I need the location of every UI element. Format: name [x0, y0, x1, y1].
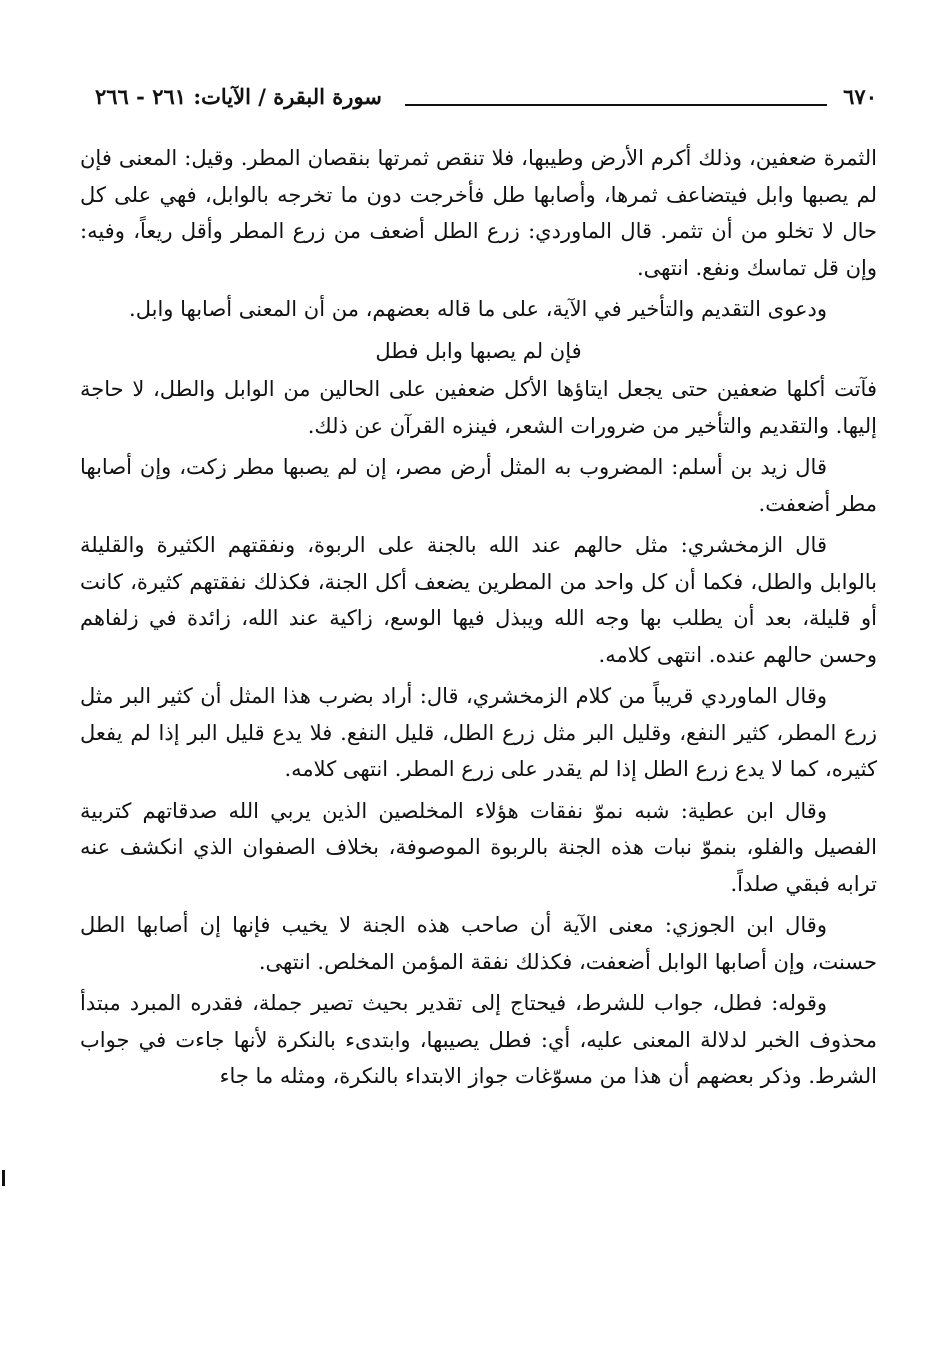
- paragraph-4: قال زيد بن أسلم: المضروب به المثل أرض مصر، إن لم يصبها مطر زكت، وإن أصابها مطر أضعفت.: [80, 455, 877, 516]
- paragraph-1: الثمرة ضعفين، وذلك أكرم الأرض وطيبها، فلا تنقص ثمرتها بنقصان المطر. وقيل: المعنى فإن لم يصبها وابل فيتضاعف ثمرها، وأصابها طل فأخرجت دون ما تخرجه بالوابل، فهي على كل حال لا تخلو من أن تثمر. قال الماوردي: زرع الطل أضعف من زرع المطر وأقل ريعاً، وفيه: وإن قل تماسك ونفع. انتهى.: [80, 146, 877, 280]
- paragraph-7: وقال ابن عطية: شبه نموّ نفقات هؤلاء المخلصين الذين يربي الله صدقاتهم كتربية الفصيل والفلو، بنموّ نبات هذه الجنة بالربوة الموصوفة، بخلاف الصفوان الذي انكشف عنه ترابه فبقي صلداً.: [80, 798, 877, 896]
- paragraph-5: قال الزمخشري: مثل حالهم عند الله بالجنة على الربوة، ونفقتهم الكثيرة والقليلة بالوابل والطل، فكما أن كل واحد من المطرين يضعف أكل الجنة، فكذلك نفقتهم كثيرة، كانت أو قليلة، بعد أن يطلب بها وجه الله ويبذل فيها الوسع، زاكية عند الله، زائدة في زلفاهم وحسن حالهم عنده. انتهى كلامه.: [80, 533, 877, 667]
- paragraph-3: فآتت أكلها ضعفين حتى يجعل ايتاؤها الأكل ضعفين على الحالين من الوابل والطل، لا حاجة إليها. والتقديم والتأخير من ضرورات الشعر، فينزه القرآن عن ذلك.: [80, 377, 877, 438]
- running-title: سورة البقرة / الآيات: ٢٦١ - ٢٦٦: [95, 84, 382, 109]
- paragraph-9: وقوله: فطل، جواب للشرط، فيحتاج إلى تقدير بحيث تصير جملة، فقدره المبرد مبتدأ محذوف الخبر لدلالة المعنى عليه، أي: فطل يصيبها، وابتدىء بالنكرة لأنها جاءت في جواب الشرط. وذكر بعضهم أن هذا من مسوّغات جواز الابتداء بالنكرة، ومثله ما جاء: [80, 991, 877, 1088]
- paragraph-8: وقال ابن الجوزي: معنى الآية أن صاحب هذه الجنة لا يخيب فإنها إن أصابها الطل حسنت، وإن أصابها الوابل أضعفت، فكذلك نفقة المؤمن المخلص. انتهى.: [80, 913, 877, 974]
- page-number: ٦٧٠: [843, 84, 877, 109]
- page-header: [95, 82, 877, 116]
- verse-quote: فإن لم يصبها وابل فطل: [375, 338, 582, 363]
- header-rule: [405, 104, 827, 106]
- page-body: [80, 140, 877, 1100]
- paragraph-2: ودعوى التقديم والتأخير في الآية، على ما قاله بعضهم، من أن المعنى أصابها وابل.: [129, 297, 827, 321]
- margin-mark: [2, 1170, 5, 1186]
- paragraph-6: وقال الماوردي قريباً من كلام الزمخشري، قال: أراد بضرب هذا المثل أن كثير البر مثل زرع المطر، كثير النفع، وقليل البر مثل زرع الطل، قليل النفع. فلا يدع قليل البر إذا لم يفعل كثيره، كما لا يدع زرع الطل إذا لم يقدر على زرع المطر. انتهى كلامه.: [80, 684, 877, 781]
